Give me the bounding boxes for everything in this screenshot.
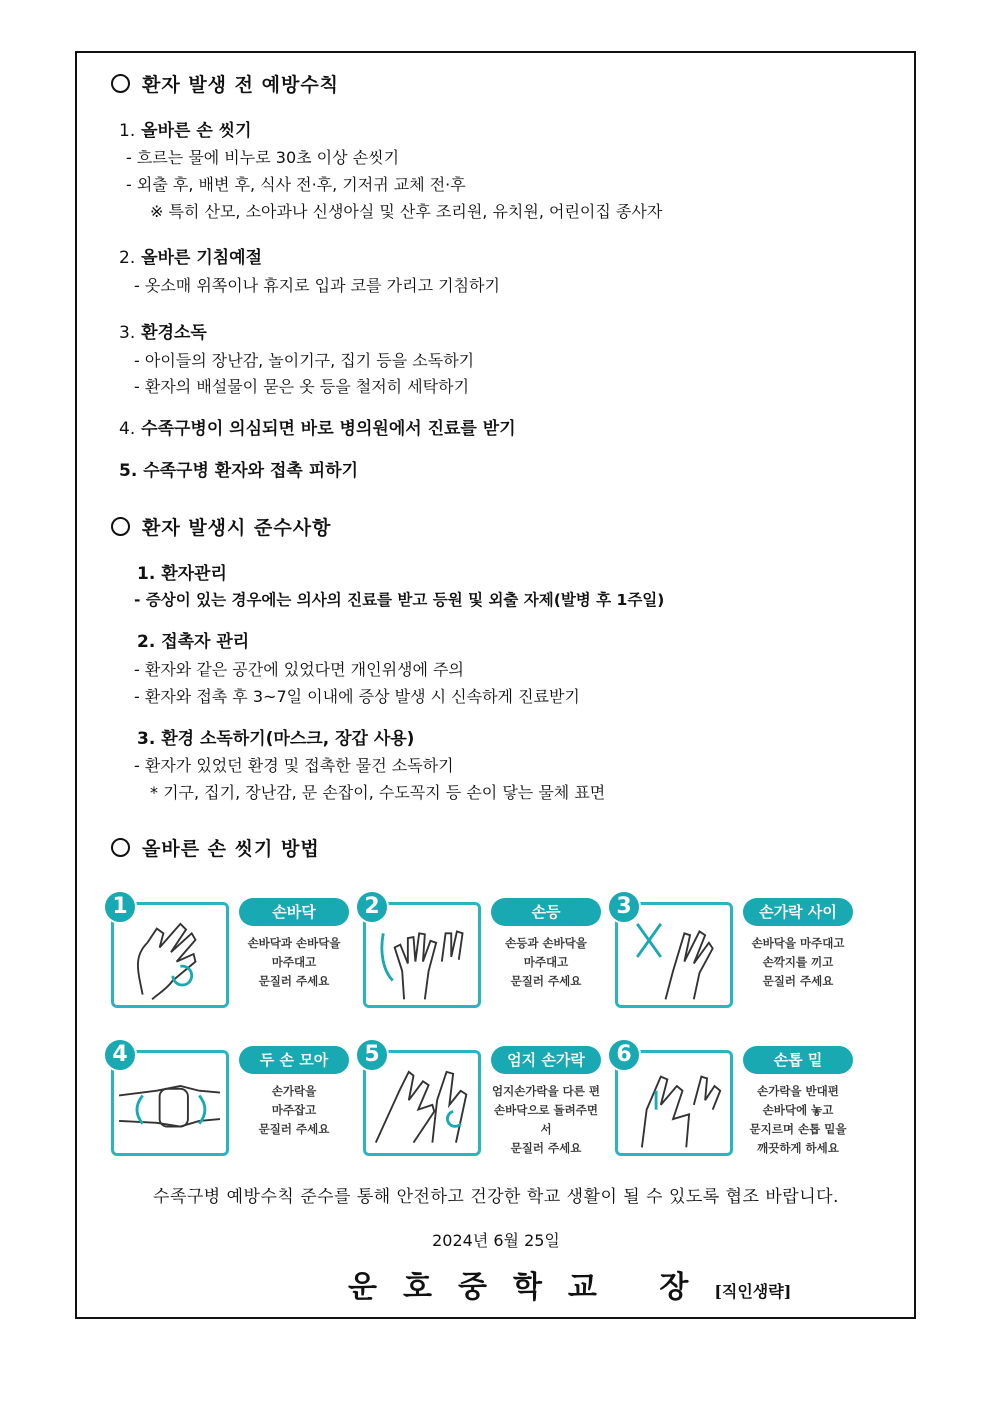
handwash-step — [607, 890, 857, 1015]
s2-item2-line: - 환자와 같은 공간에 있었다면 개인위생에 주의 — [134, 660, 464, 679]
section-2-title: 환자 발생시 준수사항 — [142, 517, 332, 539]
s1-item5-heading: 5. 수족구병 환자와 접촉 피하기 — [119, 461, 359, 481]
step-description: 손등과 손바닥을 마주대고 문질러 주세요 — [505, 936, 587, 988]
section-1-heading — [111, 70, 339, 97]
section-3-heading — [111, 834, 320, 861]
section-3-title: 올바른 손 씻기 방법 — [142, 838, 320, 860]
step-label: 손가락 사이 — [743, 898, 853, 926]
step-number-badge: 4 — [103, 1038, 137, 1072]
s2-item2-line: - 환자와 접촉 후 3~7일 이내에 증상 발생 시 신속하게 진료받기 — [134, 687, 580, 706]
handwash-step — [103, 1038, 353, 1163]
s2-item3-heading: 3. 환경 소독하기(마스크, 장갑 사용) — [137, 729, 415, 749]
seal-omitted-note: [직인생략] — [714, 1282, 792, 1301]
step-description: 손가락을 반대편 손바닥에 놓고 문지르며 손톱 밑을 깨끗하게 하세요 — [749, 1084, 847, 1155]
step-number-badge: 6 — [607, 1038, 641, 1072]
s2-item2-heading: 2. 접촉자 관리 — [137, 632, 250, 652]
step-number-badge: 5 — [355, 1038, 389, 1072]
s1-item3-line: - 환자의 배설물이 묻은 옷 등을 철저히 세탁하기 — [134, 377, 470, 396]
handwash-step — [355, 890, 605, 1015]
s1-item3-line: - 아이들의 장난감, 놀이기구, 집기 등을 소독하기 — [134, 351, 475, 370]
step-number-badge: 3 — [607, 890, 641, 924]
s2-item3-note: * 기구, 집기, 장난감, 문 손잡이, 수도꼭지 등 손이 닿는 물체 표면 — [150, 783, 606, 802]
step-description: 손가락을 마주잡고 문질러 주세요 — [258, 1084, 330, 1136]
s2-item3-line: - 환자가 있었던 환경 및 접촉한 물건 소독하기 — [134, 756, 454, 775]
s1-item1-line: - 흐르는 물에 비누로 30초 이상 손씻기 — [126, 148, 400, 167]
step-label: 엄지 손가락 — [491, 1046, 601, 1074]
section-2-heading — [111, 513, 331, 540]
handwash-step — [355, 1038, 605, 1163]
step-label: 손바닥 — [239, 898, 349, 926]
s1-item1-heading: 1. 올바른 손 씻기 — [119, 121, 252, 141]
step-label: 두 손 모아 — [239, 1046, 349, 1074]
circle-bullet-icon — [111, 838, 130, 857]
step-description: 손바닥을 마주대고 손깍지를 끼고 문질러 주세요 — [751, 936, 845, 988]
step-description: 엄지손가락을 다른 편 손바닥으로 돌려주면서 문질러 주세요 — [492, 1084, 600, 1155]
signature-block — [348, 1262, 791, 1306]
step-label: 손등 — [491, 898, 601, 926]
handwash-step — [607, 1038, 857, 1163]
step-number-badge: 1 — [103, 890, 137, 924]
step-description: 손바닥과 손바닥을 마주대고 문질러 주세요 — [247, 936, 341, 988]
s2-item1-line: - 증상이 있는 경우에는 의사의 진료를 받고 등원 및 외출 자제(발병 후 1주일) — [134, 591, 665, 609]
closing-statement: 수족구병 예방수칙 준수를 통해 안전하고 건강한 학교 생활이 될 수 있도록 협조 바랍니다. — [153, 1187, 839, 1207]
step-number-badge: 2 — [355, 890, 389, 924]
s2-item1-heading: 1. 환자관리 — [137, 564, 227, 584]
handwash-step — [103, 890, 353, 1015]
circle-bullet-icon — [111, 517, 130, 536]
s1-item2-heading: 2. 올바른 기침예절 — [119, 248, 263, 268]
section-1-title: 환자 발생 전 예방수칙 — [142, 74, 340, 96]
s1-item2-line: - 옷소매 위쪽이나 휴지로 입과 코를 가리고 기침하기 — [134, 276, 500, 295]
s1-item1-line: - 외출 후, 배변 후, 식사 전·후, 기저귀 교체 전·후 — [126, 175, 466, 194]
s1-item4-heading: 4. 수족구병이 의심되면 바로 병의원에서 진료를 받기 — [119, 419, 516, 439]
s1-item3-heading: 3. 환경소독 — [119, 323, 207, 343]
circle-bullet-icon — [111, 74, 130, 93]
document-date: 2024년 6월 25일 — [432, 1231, 560, 1250]
step-label: 손톱 밑 — [743, 1046, 853, 1074]
s1-item1-note: ※ 특히 산모, 소아과나 신생아실 및 산후 조리원, 유치원, 어린이집 종사자 — [150, 202, 663, 221]
school-principal-signature: 운호중학교 장 — [348, 1270, 715, 1305]
